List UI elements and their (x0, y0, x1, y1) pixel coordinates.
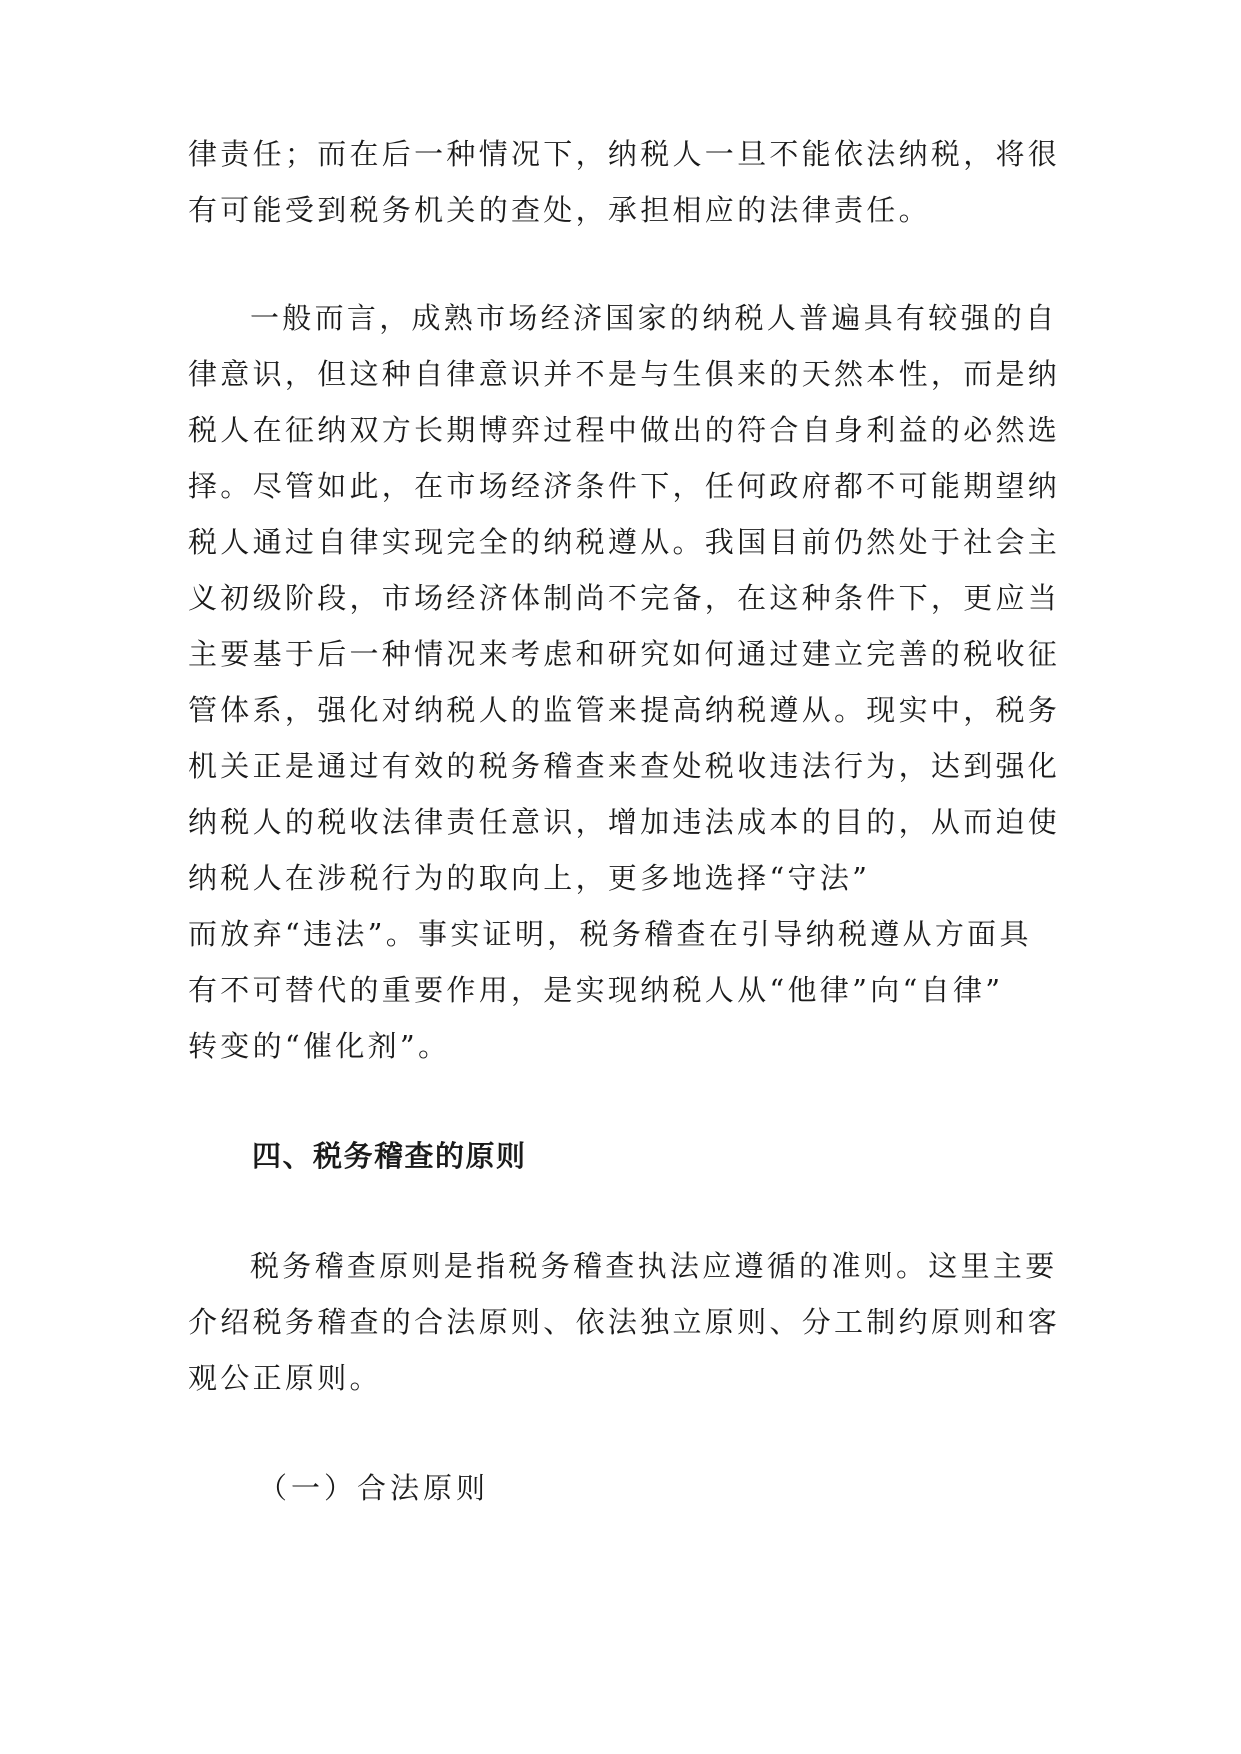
paragraph-3-line-3: 观公正原则。 (188, 1361, 382, 1395)
paragraph-3-line-1: 税务稽查原则是指税务稽查执法应遵循的准则。这里主要 (250, 1249, 1058, 1283)
paragraph-2-line-14: 转变的“催化剂”。 (188, 1029, 451, 1063)
paragraph-1-line-1: 律责任；而在后一种情况下，纳税人一旦不能依法纳税，将很 (188, 137, 1061, 171)
paragraph-2-line-6: 义初级阶段，市场经济体制尚不完备，在这种条件下，更应当 (188, 581, 1061, 615)
paragraph-2-line-9: 机关正是通过有效的税务稽查来查处税收违法行为，达到强化 (188, 749, 1061, 783)
paragraph-2-line-12: 而放弃“违法”。事实证明，税务稽查在引导纳税遵从方面具 (188, 917, 1032, 951)
paragraph-2-line-8: 管体系，强化对纳税人的监管来提高纳税遵从。现实中，税务 (188, 693, 1061, 727)
paragraph-2-line-11: 纳税人在涉税行为的取向上，更多地选择“守法” (188, 861, 871, 895)
paragraph-2-line-5: 税人通过自律实现完全的纳税遵从。我国目前仍然处于社会主 (188, 525, 1061, 559)
paragraph-2-line-13: 有不可替代的重要作用，是实现纳税人从“他律”向“自律” (188, 973, 1004, 1007)
paragraph-2-line-3: 税人在征纳双方长期博弈过程中做出的符合自身利益的必然选 (188, 413, 1061, 447)
section-heading: 四、税务稽查的原则 (252, 1139, 527, 1173)
paragraph-2-line-4: 择。尽管如此，在市场经济条件下，任何政府都不可能期望纳 (188, 469, 1061, 503)
paragraph-1-line-2: 有可能受到税务机关的查处，承担相应的法律责任。 (188, 193, 931, 227)
paragraph-2-line-7: 主要基于后一种情况来考虑和研究如何通过建立完善的税收征 (188, 637, 1061, 671)
paragraph-2-line-1: 一般而言，成熟市场经济国家的纳税人普遍具有较强的自 (250, 301, 1058, 335)
paragraph-3-line-2: 介绍税务稽查的合法原则、依法独立原则、分工制约原则和客 (188, 1305, 1061, 1339)
subsection-heading: （一）合法原则 (258, 1471, 490, 1505)
paragraph-2-line-10: 纳税人的税收法律责任意识，增加违法成本的目的，从而迫使 (188, 805, 1061, 839)
paragraph-2-line-2: 律意识，但这种自律意识并不是与生俱来的天然本性，而是纳 (188, 357, 1061, 391)
